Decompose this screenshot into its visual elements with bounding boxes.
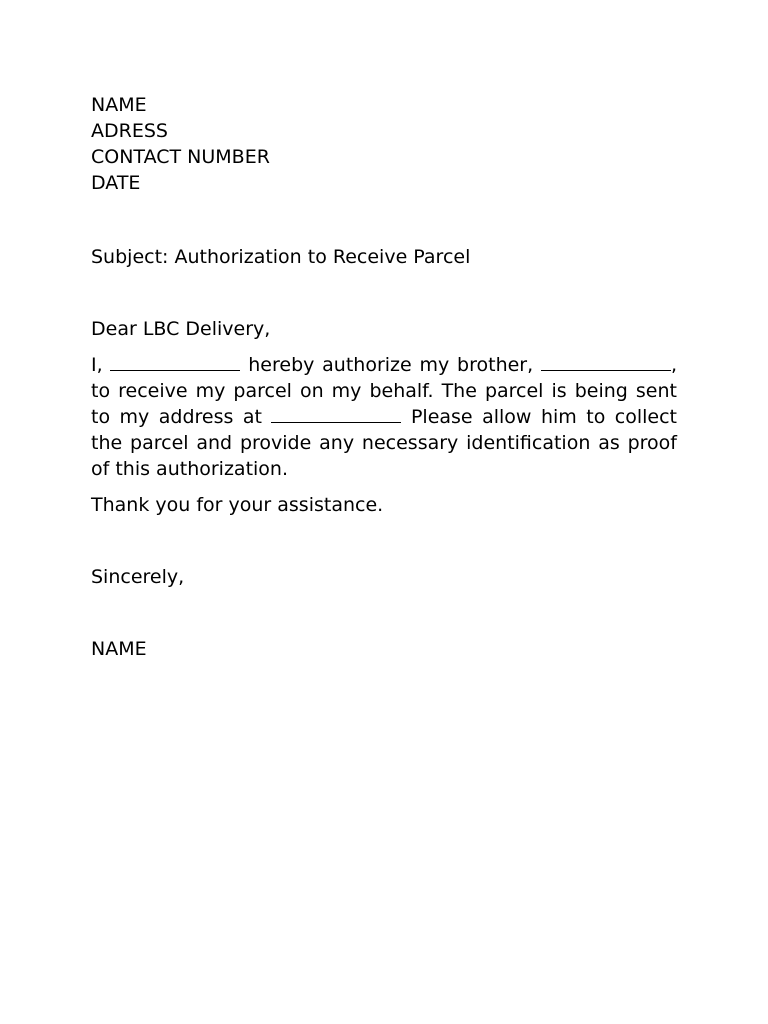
salutation: Dear LBC Delivery, [91,318,271,340]
signature-name: NAME [91,638,147,660]
sender-address: ADRESS [91,120,168,142]
body-text-1: I, [91,354,103,376]
body-text-2: hereby authorize my brother, [248,354,534,376]
sender-name: NAME [91,94,147,116]
body-text-3: , to receive my parcel on my behalf. The parcel is being sent to my address at [91,354,677,428]
sender-block [91,92,677,196]
subject-line: Subject: Authorization to Receive Parcel [91,246,471,268]
blank-address [271,405,401,423]
blank-brother-name [541,353,671,371]
letter-date: DATE [91,172,141,194]
letter [91,92,677,662]
body-text-4: Please allow him to collect the parcel and provide any necessary identification as proof of this authorization. [91,406,678,480]
blank-sender-name [110,353,240,371]
sender-contact-number: CONTACT NUMBER [91,146,270,168]
thanks-line: Thank you for your assistance. [91,494,384,516]
closing: Sincerely, [91,566,185,588]
body-paragraph [91,352,677,482]
